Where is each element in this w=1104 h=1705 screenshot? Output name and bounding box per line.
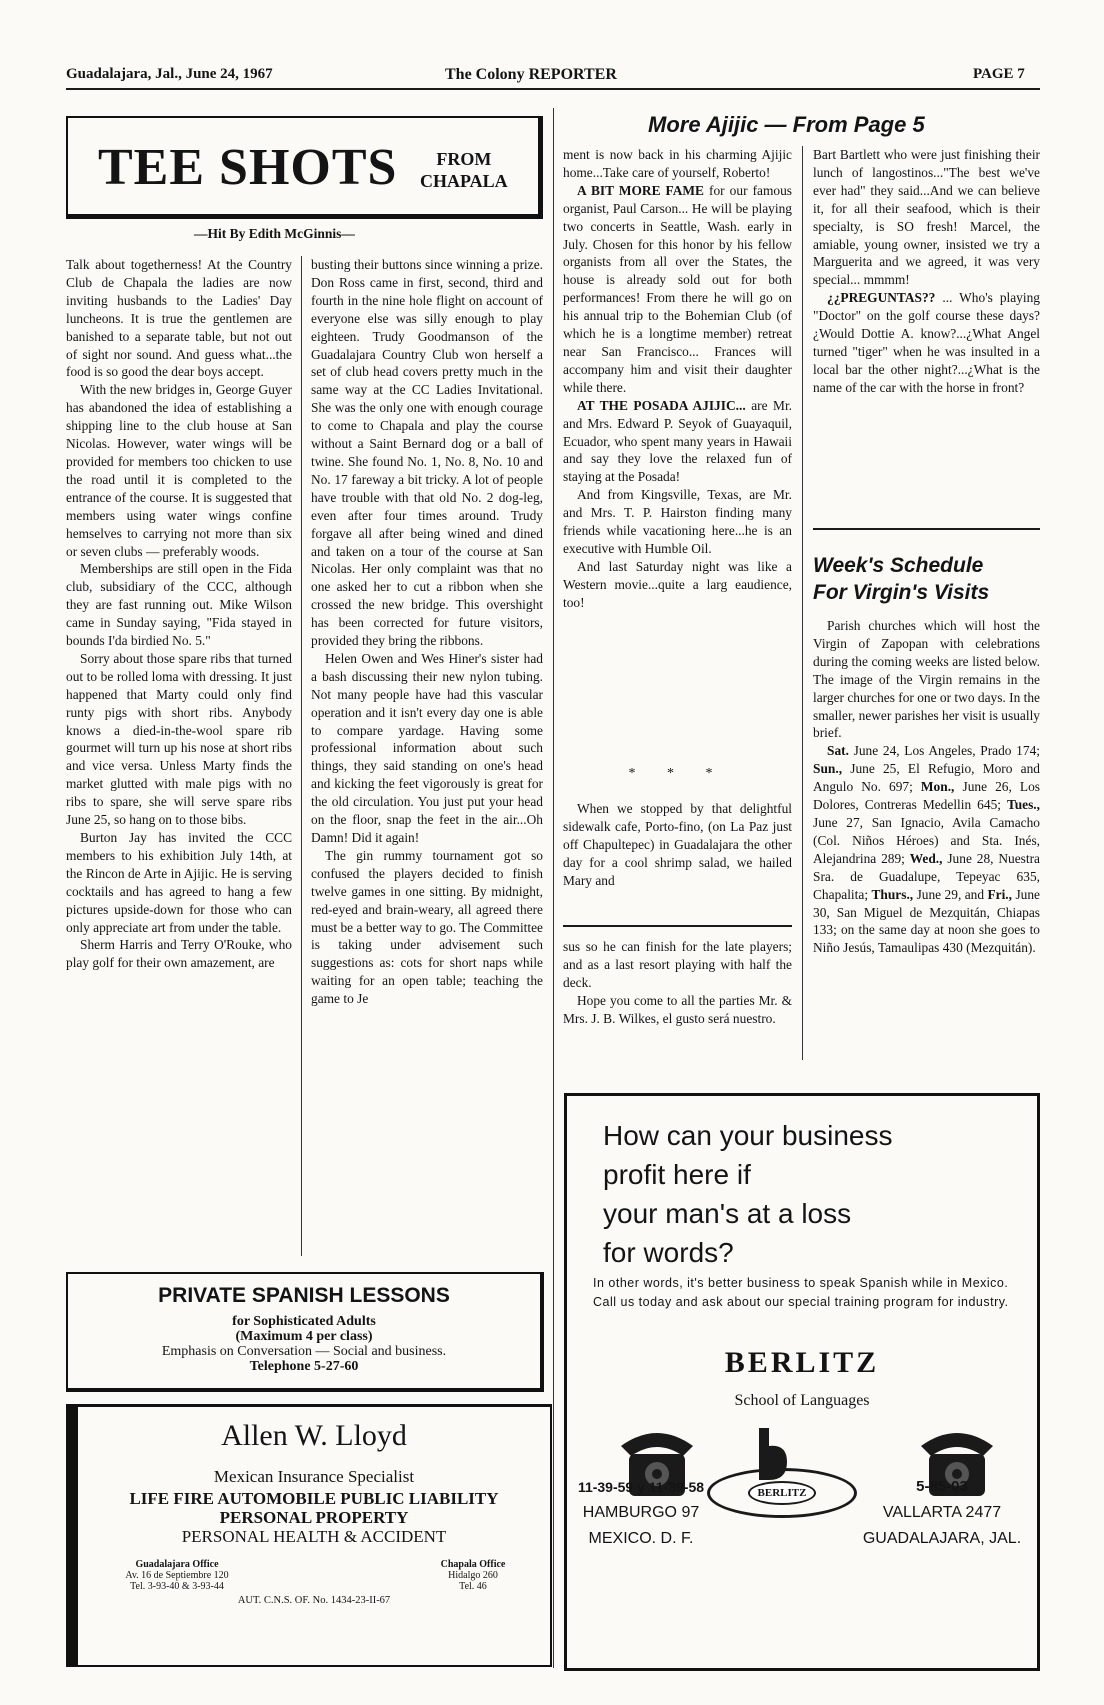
schedule-entry-text: June 28, Nuestra Sra. de Guadalupe, Tepeyac 635, Chapalita; <box>813 850 1040 902</box>
tee-shots-jump-text <box>563 938 792 1028</box>
schedule-day: Fri., <box>987 886 1013 902</box>
schedule-day: Sat. <box>827 743 849 759</box>
berlitz-body: In other words, it's better business to speak Spanish while in Mexico. Call us today and ask about our special training program for industry. <box>593 1276 1009 1309</box>
article-paragraph: Helen Owen and Wes Hiner's sister had a bash discussing their new nylon tubing. Not many people have had this vascular operation and it isn't every day one is able to compare yardage. Having some professional information about such things, they said standing on one's head and kicking the feet vigorously is great for the old circulation. You just put your head on the floor, snap the feet in the air...Oh Damn! Did it again! <box>311 650 543 845</box>
article-paragraph <box>563 938 792 992</box>
schedule-heading-line2: For Virgin's Visits <box>813 581 990 604</box>
column-divider <box>802 146 803 1060</box>
masthead-dateline: Guadalajara, Jal., June 24, 1967 <box>66 66 273 82</box>
spanish-ad-line4: Telephone 5-27-60 <box>249 1359 359 1374</box>
lloyd-chapala-address: Hidalgo 260 <box>448 1570 498 1581</box>
schedule-entry-text: June 29, and <box>913 886 988 902</box>
paragraph-text: Hope you come to all the parties Mr. & Mrs. J. B. Wilkes, el gusto será nuestro. <box>563 992 792 1026</box>
article-paragraph: When we stopped by that delightful sidewalk cafe, Porto-fino, (on La Paz just off Chapultepec) in Guadalajara the other day for a cool shrimp salad, we hailed Mary and <box>563 801 792 888</box>
masthead-rule <box>66 88 1040 90</box>
lloyd-line3: PERSONAL HEALTH & ACCIDENT <box>181 1527 447 1546</box>
lloyd-name: Allen W. Lloyd <box>221 1419 407 1452</box>
ajijic-column-3 <box>563 146 792 612</box>
article-paragraph <box>813 289 1040 396</box>
schedule-day: Tues., <box>1007 797 1040 813</box>
masthead-page-number: PAGE 7 <box>973 66 1025 82</box>
berlitz-oval-logo <box>707 1468 857 1518</box>
tee-shots-from-line2: CHAPALA <box>420 171 508 191</box>
article-paragraph: Talk about togetherness! At the Country Club de Chapala the ladies are now inviting husbands to the Ladies' Day luncheons. It is true the gentlemen are banished to a separate table, but not out of sight nor sound. And guess what...the food is so good the dear boys accept. <box>66 257 292 380</box>
article-paragraph: With the new bridges in, George Guyer has abandoned the idea of establishing a shipping line to the club house at San Nicolas. However, water wings will be provided for members too chicken to use the road until it is completed to the entrance of the course. It is suggested that members using water wings confine hemselves to carrying not more than six or seven clubs — preferably woods. <box>66 382 292 559</box>
lloyd-chapala-phone: Tel. 46 <box>459 1581 487 1592</box>
schedule-entries <box>813 742 1040 957</box>
lloyd-chapala-title: Chapala Office <box>440 1559 506 1570</box>
spanish-ad-line2: (Maximum 4 per class) <box>235 1329 373 1344</box>
schedule-day: Mon., <box>920 779 955 795</box>
tee-shots-column-1 <box>66 256 292 972</box>
berlitz-guadalajara-contact <box>857 1474 1027 1552</box>
berlitz-headline-line1: How can your business <box>603 1120 893 1151</box>
article-paragraph: Sherm Harris and Terry O'Rouke, who play golf for their own amazement, are <box>66 937 292 971</box>
column-divider <box>553 108 554 1668</box>
paragraph-lead-in: AT THE POSADA AJIJIC... <box>577 397 746 413</box>
section-rule <box>813 528 1040 530</box>
paragraph-text: And from Kingsville, Texas, are Mr. and Mrs. T. P. Hairston finding many friends while vacationing here...he is an executive with Humble Oil. <box>563 487 792 556</box>
article-paragraph <box>563 486 792 558</box>
paragraph-text: Bart Bartlett who were just finishing their lunch of langostinos..."The best we've ever had" they said...And we can believe it, for all their seafood, which is their specialty, is SO fresh! Marcel, the amiable, young owner, insisted we try a Marguerita and we agreed, it was very special... mmmm! <box>813 147 1040 288</box>
paragraph-text: are Mr. and Mrs. Edward P. Seyok of Guayaquil, Ecuador, who spent many years in Hawaii and say they love the relaxed fun of staying at the Posada! <box>563 397 793 485</box>
lloyd-authorization: AUT. C.N.S. OF. No. 1434-23-II-67 <box>237 1595 391 1606</box>
lloyd-chapala-office <box>408 1559 538 1592</box>
berlitz-headline-line3: your man's at a loss <box>603 1198 852 1229</box>
berlitz-ad <box>564 1093 1040 1671</box>
lloyd-role: Mexican Insurance Specialist <box>213 1467 415 1486</box>
lloyd-gdl-address: Av. 16 de Septiembre 120 <box>125 1570 229 1581</box>
article-paragraph: Sorry about those spare ribs that turned out to be rolled loma with dressing. It just happened that Marty could only find runty pigs with short ribs. Anybody knows a died-in-the-wool spare rib gourmet will turn up his nose at short ribs and vice versa. Unless Marty finds the market glutted with male pigs with no ribs to spare, she will serve spare ribs June 25, so hang on to those bibs. <box>66 650 292 828</box>
article-paragraph: The gin rummy tournament got so confused the players decided to finish twelve games in one sitting. By midnight, red-eyed and brain-weary, all agreed there must be a better way to go. The Committee is taking under advisement such suggestions as: cots for short naps while waiting for an open table; teaching the game to Je <box>311 847 543 1007</box>
berlitz-school: School of Languages <box>734 1392 870 1409</box>
schedule-column <box>813 617 1040 957</box>
paragraph-text: ... Who's playing "Doctor" on the golf course these days? ¿Would Dottie A. know?...¿What Angel turned "tiger" when he was insulted in a local bar the other night?...¿What is the name of the car with the horse in front? <box>813 290 1040 395</box>
schedule-entry-text: June 30, San Miguel de Mezquitán, Chiapas 133; on the same day at noon she goes to Niño Jesús, Tamaulipas 430 (Mezquitán). <box>813 886 1040 956</box>
berlitz-headline-line2: profit here if <box>603 1159 751 1190</box>
lloyd-gdl-phone: Tel. 3-93-40 & 3-93-44 <box>130 1581 224 1592</box>
tee-shots-byline: —Hit By Edith McGinnis— <box>194 226 355 241</box>
schedule-entry-text: June 27, San Ignacio, Avila Camacho (Col. Niños Héroes) and Sta. Inés, Alejandrina 289; <box>813 814 1040 866</box>
article-paragraph: busting their buttons since winning a prize. Don Ross came in first, second, third and fourth in the nine hole flight on account of everyone else was silly enough to play eighteen. Trudy Goodmanson of the Guadalajara Country Club won herself a set of club head covers pretty much in the same way at the CC Ladies Invitational. She was the only one with enough courage to come to Chapala and play the course without a Saint Bernard dog or a ball of twine. She found No. 1, No. 8, No. 10 and No. 17 fareway a bit tricky. A lot of people have trouble with that old No. 2 dog-leg, even after four times around. Trudy forgave all after being wined and dined and taken on a tour of the course at San Nicolas. Her only complaint was that no one asked her to cut a ribbon when she crossed the new bridge. This overshight has been corrected for future visitors, provided they bring the ribbons. <box>311 257 543 649</box>
article-paragraph <box>813 146 1040 289</box>
tee-shots-from <box>420 148 508 192</box>
article-paragraph <box>563 146 792 182</box>
berlitz-mexico-address: HAMBURGO 97 <box>582 1504 700 1521</box>
spanish-ad-title: PRIVATE SPANISH LESSONS <box>158 1284 450 1307</box>
schedule-intro: Parish churches which will host the Virgin of Zapopan with celebrations during the coming weeks are listed below. The image of the Virgin remains in the larger churches for one or two days. In the smaller, newer parishes her visit is usually brief. <box>813 618 1040 741</box>
lloyd-gdl-office <box>92 1559 262 1592</box>
schedule-day: Thurs., <box>871 886 914 902</box>
schedule-heading-line1: Week's Schedule <box>813 554 984 577</box>
article-paragraph <box>563 397 792 487</box>
berlitz-oval-logo-text: BERLITZ <box>748 1481 816 1505</box>
berlitz-brand: BERLITZ <box>724 1346 880 1379</box>
ajijic-column-3-continued <box>563 800 792 890</box>
article-paragraph <box>563 558 792 612</box>
spanish-ad-lines <box>68 1314 540 1374</box>
berlitz-mexico-phone: 11-39-59 y 11-39-58 <box>577 1479 705 1495</box>
lloyd-line1: LIFE FIRE AUTOMOBILE PUBLIC LIABILITY <box>129 1489 499 1508</box>
paragraph-lead-in: A BIT MORE FAME <box>577 182 704 198</box>
schedule-entry-text: June 24, Los Angeles, Prado 174; <box>848 743 1040 759</box>
section-stars: * * * <box>628 766 727 781</box>
article-paragraph <box>563 182 792 397</box>
berlitz-headline <box>603 1116 1023 1272</box>
tee-shots-title: TEE SHOTS <box>98 139 398 196</box>
schedule-entry-text: June 26, Los Dolores, Contreras Medellin 645; <box>813 779 1040 813</box>
lloyd-insurance-ad <box>66 1404 552 1667</box>
ajijic-column-4 <box>813 146 1040 397</box>
jump-rule <box>563 925 792 927</box>
article-paragraph <box>563 992 792 1028</box>
paragraph-text: for our famous organist, Paul Carson... He will be playing two concerts in Seattle, Wash. early in July. Chosen for this honor by his fellow organists from all over the States, the house is already sold out for both performances! From there he will go on his annual trip to the Bohemian Club (of which he is a longtime member) retreat near San Francisco... Frances will accompany him and visit their daughter while there. <box>563 182 792 395</box>
spanish-ad-line1: for Sophisticated Adults <box>232 1314 376 1329</box>
berlitz-guadalajara-phone: 5-85-03 <box>916 1478 968 1495</box>
berlitz-mexico-city: MEXICO. D. F. <box>588 1530 694 1547</box>
lloyd-coverage <box>78 1489 550 1546</box>
schedule-heading <box>813 552 989 606</box>
column-divider <box>301 256 302 1256</box>
schedule-day: Sun., <box>813 761 843 777</box>
more-ajijic-heading: More Ajijic — From Page 5 <box>648 112 925 137</box>
article-paragraph: Burton Jay has invited the CCC members to his exhibition July 14th, at the Rincon de Arte in Ajijic. He is serving cocktails and has agreed to hang a few pictures upside-down for those who can only appreciate art from under the table. <box>66 830 292 935</box>
berlitz-guadalajara-address: VALLARTA 2477 <box>882 1504 1002 1521</box>
masthead-paper-name: The Colony REPORTER <box>445 66 617 83</box>
paragraph-text: ment is now back in his charming Ajijic home...Take care of yourself, Roberto! <box>563 147 792 180</box>
lloyd-gdl-title: Guadalajara Office <box>135 1559 219 1570</box>
lloyd-line2: PERSONAL PROPERTY <box>219 1508 409 1527</box>
berlitz-mexico-contact <box>571 1474 711 1552</box>
berlitz-guadalajara-city: GUADALAJARA, JAL. <box>862 1530 1022 1547</box>
tee-shots-from-line1: FROM <box>436 149 492 169</box>
spanish-lessons-ad <box>66 1272 544 1392</box>
spanish-ad-line3: Emphasis on Conversation — Social and business. <box>161 1344 447 1359</box>
article-paragraph: Memberships are still open in the Fida club, subsidiary of the CCC, although they are fast running out. Mike Wilson came in Sunday saying, "Fida stayed in bounds I'da birdied No. 5." <box>66 561 292 649</box>
paragraph-lead-in: ¿¿PREGUNTAS?? <box>827 290 936 306</box>
paragraph-text: And last Saturday night was like a Western movie...quite a larg eaudience, too! <box>563 558 792 610</box>
tee-shots-column-2 <box>311 256 543 1008</box>
schedule-entry-text: June 25, El Refugio, Moro and Angulo No. 697; <box>813 761 1040 795</box>
paragraph-text: sus so he can finish for the late players; and as a last resort playing with half the deck. <box>563 939 792 990</box>
tee-shots-header-box <box>66 116 543 219</box>
schedule-day: Wed., <box>909 850 943 866</box>
berlitz-headline-line4: for words? <box>603 1237 734 1268</box>
